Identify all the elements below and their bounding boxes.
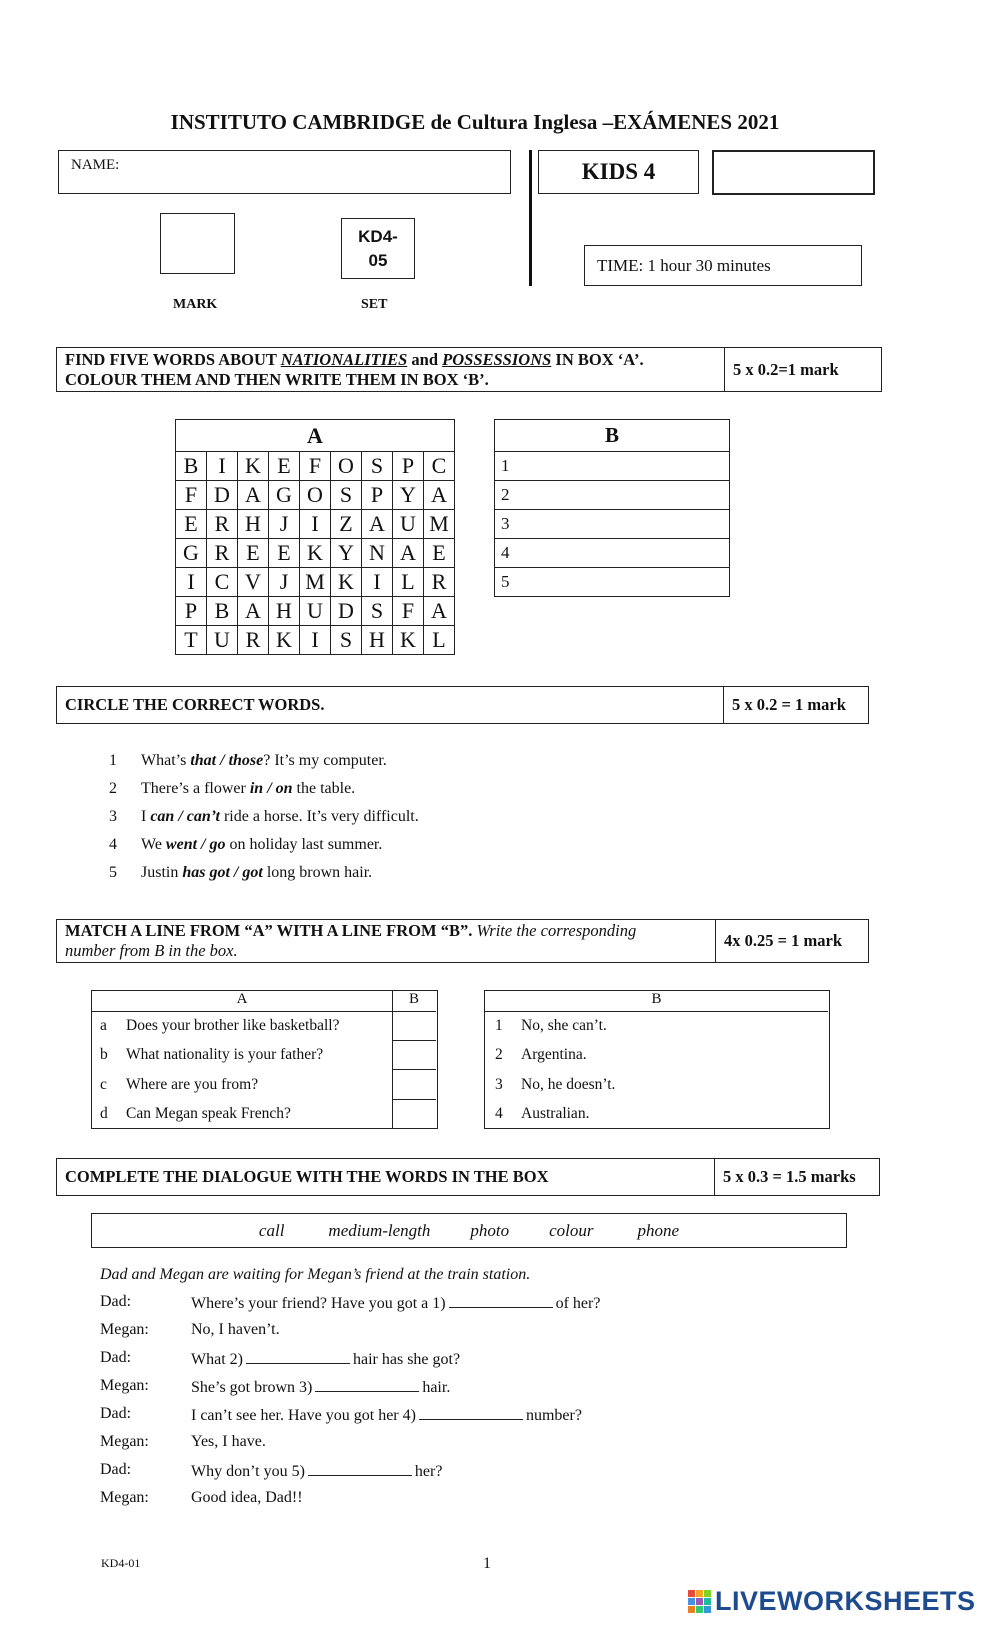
footer-code: KD4-01: [101, 1556, 141, 1570]
col-b-title: B: [485, 991, 828, 1012]
match-b-row: 2 Argentina.: [495, 1046, 587, 1064]
grid-row: [176, 568, 455, 597]
section3-instructions: MATCH A LINE FROM “A” WITH A LINE FROM “B”. Write the corresponding number from B in the box. 4x 0.25 = 1 mark: [56, 919, 869, 963]
list-item: 2 There’s a flower in / on the table.: [109, 780, 356, 797]
answer-box-b: [494, 419, 730, 597]
word-box: [91, 1213, 847, 1248]
box-b-header: B: [495, 420, 730, 452]
brand-logo: [688, 1586, 976, 1617]
grid-letter[interactable]: U: [393, 510, 424, 539]
grid-letter[interactable]: P: [393, 452, 424, 481]
col-a-header: A: [92, 991, 393, 1012]
grid-letter[interactable]: E: [424, 539, 455, 568]
grid-row: [176, 452, 455, 481]
grid-letter[interactable]: B: [207, 597, 238, 626]
answer-blank[interactable]: [308, 1461, 412, 1476]
grid-row: [176, 626, 455, 655]
section2-instructions: CIRCLE THE CORRECT WORDS. 5 x 0.2 = 1 mark: [56, 686, 869, 724]
level-label: KIDS 4: [581, 159, 656, 184]
grid-letter[interactable]: S: [362, 452, 393, 481]
grid-letter[interactable]: E: [238, 539, 269, 568]
grid-letter[interactable]: D: [331, 597, 362, 626]
time-box: [584, 245, 862, 286]
dialogue-line: Dad: What 2) hair has she got?: [100, 1349, 461, 1368]
grid-letter[interactable]: A: [424, 481, 455, 510]
grid-letter[interactable]: S: [362, 597, 393, 626]
grid-letter[interactable]: G: [176, 539, 207, 568]
dialogue-line: Dad: I can’t see her. Have you got her 4) number?: [100, 1405, 582, 1424]
match-answer-box[interactable]: [392, 1041, 436, 1071]
grid-letter[interactable]: I: [176, 568, 207, 597]
match-answer-box[interactable]: [392, 1100, 436, 1130]
list-item: 3 I can / can’t ride a horse. It’s very difficult.: [109, 808, 419, 825]
grid-letter[interactable]: F: [393, 597, 424, 626]
match-a-row: a Does your brother like basketball?: [100, 1016, 340, 1034]
grid-letter[interactable]: K: [238, 452, 269, 481]
grid-letter[interactable]: D: [207, 481, 238, 510]
grid-letter[interactable]: F: [176, 481, 207, 510]
grid-row: [176, 539, 455, 568]
match-b-row: 3 No, he doesn’t.: [495, 1075, 616, 1093]
grid-row: [176, 597, 455, 626]
name-field[interactable]: [58, 150, 511, 194]
grid-letter[interactable]: K: [269, 626, 300, 655]
grid-letter[interactable]: A: [393, 539, 424, 568]
set-box: [341, 218, 415, 279]
grid-letter[interactable]: L: [424, 626, 455, 655]
grid-letter[interactable]: Y: [331, 539, 362, 568]
dialogue: [100, 1293, 600, 1517]
word-option[interactable]: can / can’t: [150, 808, 220, 825]
grid-letter[interactable]: E: [269, 539, 300, 568]
grid-letter[interactable]: H: [362, 626, 393, 655]
dialogue-intro: Dad and Megan are waiting for Megan’s friend at the train station.: [100, 1266, 531, 1283]
grid-row: [176, 481, 455, 510]
grid-letter[interactable]: R: [207, 510, 238, 539]
grid-letter[interactable]: Y: [393, 481, 424, 510]
grid-letter[interactable]: U: [300, 597, 331, 626]
section3-marks: 4x 0.25 = 1 mark: [724, 931, 843, 950]
col-b-header: B: [392, 991, 436, 1012]
match-a-row: c Where are you from?: [100, 1075, 259, 1093]
grid-letter[interactable]: E: [176, 510, 207, 539]
grid-letter[interactable]: I: [300, 510, 331, 539]
grid-letter[interactable]: P: [362, 481, 393, 510]
section2-marks: 5 x 0.2 = 1 mark: [732, 695, 846, 714]
dialogue-line: Megan: She’s got brown 3) hair.: [100, 1377, 451, 1396]
word-option: phone: [637, 1220, 680, 1240]
word-option: photo: [470, 1220, 510, 1240]
word-option: medium-length: [328, 1220, 431, 1240]
match-a-row: b What nationality is your father?: [100, 1046, 324, 1064]
grid-letter[interactable]: C: [424, 452, 455, 481]
grid-letter[interactable]: J: [269, 568, 300, 597]
grid-letter[interactable]: K: [393, 626, 424, 655]
word-option[interactable]: has got / got: [182, 864, 263, 881]
grid-letter[interactable]: E: [269, 452, 300, 481]
word-search-grid: [175, 419, 455, 655]
brand-name: LIVEWORKSHEETS: [715, 1586, 976, 1616]
grid-letter[interactable]: F: [300, 452, 331, 481]
grid-letter[interactable]: N: [362, 539, 393, 568]
mark-label: MARK: [173, 297, 218, 312]
grid-letter[interactable]: T: [176, 626, 207, 655]
box-a-header: A: [176, 420, 455, 452]
dialogue-line: Megan: No, I haven’t.: [100, 1321, 280, 1338]
grid-letter[interactable]: L: [393, 568, 424, 597]
word-option: colour: [549, 1220, 594, 1240]
list-item: 1 What’s that / those? It’s my computer.: [109, 752, 387, 769]
match-column-b: [484, 990, 830, 1129]
grid-letter[interactable]: J: [269, 510, 300, 539]
word-option[interactable]: that / those: [190, 752, 264, 769]
grid-row: [176, 510, 455, 539]
word-option[interactable]: went / go: [165, 836, 226, 853]
grid-letter[interactable]: Z: [331, 510, 362, 539]
grid-letter[interactable]: R: [424, 568, 455, 597]
mark-box[interactable]: [160, 213, 235, 274]
grid-letter[interactable]: K: [300, 539, 331, 568]
grid-letter[interactable]: H: [238, 510, 269, 539]
answer-blank[interactable]: [419, 1405, 523, 1420]
dialogue-line: Megan: Good idea, Dad!!: [100, 1489, 303, 1506]
match-a-row: d Can Megan speak French?: [100, 1105, 291, 1123]
answer-blank[interactable]: [449, 1293, 553, 1308]
word-option: call: [258, 1220, 285, 1240]
circle-words-list: [109, 752, 419, 892]
match-answer-box[interactable]: [392, 1011, 436, 1041]
grid-letter[interactable]: A: [362, 510, 393, 539]
answer-row[interactable]: 2: [495, 481, 730, 510]
section1-instructions: FIND FIVE WORDS ABOUT NATIONALITIES and POSSESSIONS IN BOX ‘A’. COLOUR THEM AND THEN WRITE THEM IN BOX ‘B’. 5 x 0.2=1 mark: [56, 347, 882, 392]
match-b-row: 1 No, she can’t.: [495, 1016, 607, 1034]
answer-row[interactable]: 4: [495, 539, 730, 568]
dialogue-line: Dad: Why don’t you 5) her?: [100, 1461, 443, 1480]
grid-letter[interactable]: C: [207, 568, 238, 597]
grid-letter[interactable]: R: [207, 539, 238, 568]
list-item: 5 Justin has got / got long brown hair.: [109, 864, 373, 881]
grid-letter[interactable]: M: [300, 568, 331, 597]
answer-blank[interactable]: [246, 1349, 350, 1364]
grid-letter[interactable]: S: [331, 481, 362, 510]
dialogue-line: Megan: Yes, I have.: [100, 1433, 266, 1450]
section4-instructions: COMPLETE THE DIALOGUE WITH THE WORDS IN THE BOX 5 x 0.3 = 1.5 marks: [56, 1158, 880, 1196]
page-number: 1: [483, 1555, 491, 1572]
grid-letter[interactable]: M: [424, 510, 455, 539]
level-box: [538, 150, 699, 194]
grid-letter[interactable]: P: [176, 597, 207, 626]
match-b-row: 4 Australian.: [495, 1105, 590, 1123]
list-item: 4 We went / go on holiday last summer.: [109, 836, 383, 853]
word-option[interactable]: in / on: [249, 780, 293, 797]
grid-letter[interactable]: I: [362, 568, 393, 597]
grid-letter[interactable]: H: [269, 597, 300, 626]
name-label: NAME:: [71, 157, 120, 173]
grid-letter[interactable]: S: [331, 626, 362, 655]
answer-row[interactable]: 3: [495, 510, 730, 539]
grid-letter[interactable]: I: [207, 452, 238, 481]
time-label: TIME: 1 hour 30 minutes: [597, 255, 771, 275]
section4-marks: 5 x 0.3 = 1.5 marks: [723, 1167, 856, 1186]
grid-letter[interactable]: O: [331, 452, 362, 481]
score-box[interactable]: [712, 150, 875, 195]
grid-letter[interactable]: O: [300, 481, 331, 510]
grid-letter[interactable]: K: [331, 568, 362, 597]
grid-letter[interactable]: R: [238, 626, 269, 655]
grid-letter[interactable]: A: [424, 597, 455, 626]
grid-letter[interactable]: A: [238, 481, 269, 510]
set-code: KD4-05: [358, 226, 398, 270]
answer-blank[interactable]: [315, 1377, 419, 1392]
match-column-a: [91, 990, 438, 1129]
answer-row[interactable]: 1: [495, 452, 730, 481]
answer-row[interactable]: 5: [495, 568, 730, 597]
grid-letter[interactable]: A: [238, 597, 269, 626]
page-title: INSTITUTO CAMBRIDGE de Cultura Inglesa –EXÁMENES 2021: [170, 110, 780, 134]
grid-letter[interactable]: B: [176, 452, 207, 481]
grid-letter[interactable]: U: [207, 626, 238, 655]
grid-letter[interactable]: I: [300, 626, 331, 655]
match-answer-box[interactable]: [392, 1070, 436, 1100]
dialogue-line: Dad: Where’s your friend? Have you got a 1) of her?: [100, 1293, 601, 1312]
set-label: SET: [361, 297, 388, 312]
grid-letter[interactable]: V: [238, 568, 269, 597]
brand-icon: [688, 1590, 711, 1613]
header-divider: [529, 150, 532, 286]
section1-marks: 5 x 0.2=1 mark: [733, 359, 839, 379]
grid-letter[interactable]: G: [269, 481, 300, 510]
